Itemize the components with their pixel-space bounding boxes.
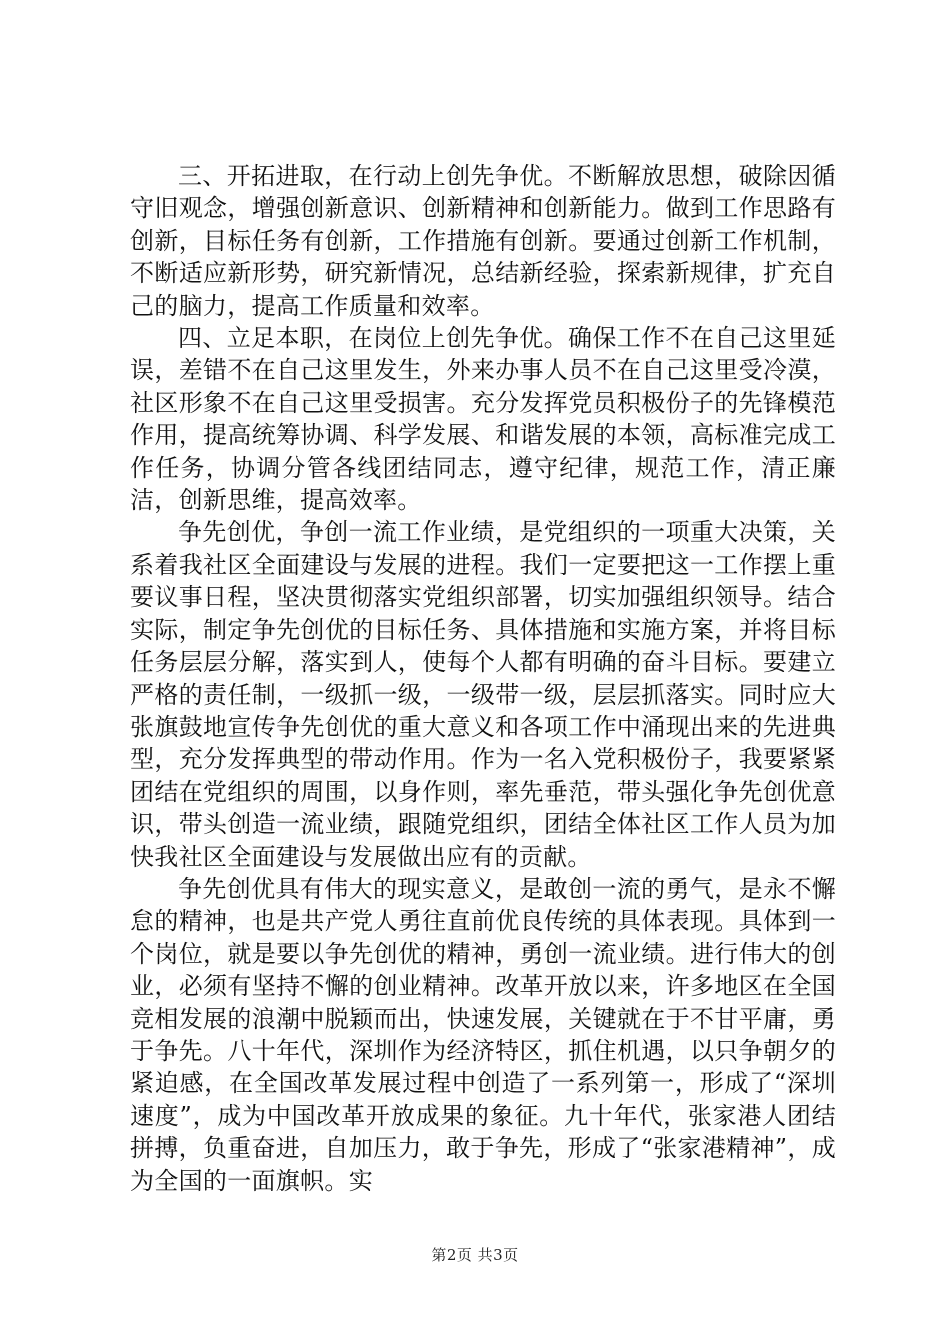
document-body: [130, 160, 836, 1197]
paragraph-significance: 争先创优具有伟大的现实意义，是敢创一流的勇气，是永不懈怠的精神，也是共产党人勇往直前优良传统的具体表现。具体到一个岗位，就是要以争先创优的精神，勇创一流业绩。进行伟大的创业，必须有坚持不懈的创业精神。改革开放以来，许多地区在全国竞相发展的浪潮中脱颖而出，快速发展，关键就在于不甘平庸，勇于争先。八十年代，深圳作为经济特区，抓住机遇，以只争朝夕的紧迫感，在全国改革发展过程中创造了一系列第一，形成了“深圳速度”，成为中国改革开放成果的象征。九十年代，张家港人团结拼搏，负重奋进，自加压力，敢于争先，形成了“张家港精神”，成为全国的一面旗帜。实: [130, 874, 836, 1195]
paragraph-duty: 四、立足本职，在岗位上创先争优。确保工作不在自己这里延误，差错不在自己这里发生，外来办事人员不在自己这里受冷漠，社区形象不在自己这里受损害。充分发挥党员积极份子的先锋模范作用，提高统筹协调、科学发展、和谐发展的本领，高标准完成工作任务，协调分管各线团结同志，遵守纪律，规范工作，清正廉洁，创新思维，提高效率。: [130, 324, 836, 515]
paragraph-innovation: 三、开拓进取，在行动上创先争优。不断解放思想，破除因循守旧观念，增强创新意识、创新精神和创新能力。做到工作思路有创新，目标任务有创新，工作措施有创新。要通过创新工作机制，不断适应新形势，研究新情况，总结新经验，探索新规律，扩充自己的脑力，提高工作质量和效率。: [130, 162, 836, 320]
page-number-footer: 第2页 共3页: [431, 1246, 519, 1264]
paragraph-excellence: 争先创优，争创一流工作业绩，是党组织的一项重大决策，关系着我社区全面建设与发展的进程。我们一定要把这一工作摆上重要议事日程，坚决贯彻落实党组织部署，切实加强组织领导。结合实际，制定争先创优的目标任务、具体措施和实施方案，并将目标任务层层分解，落实到人，使每个人都有明确的奋斗目标。要建立严格的责任制，一级抓一级，一级带一级，层层抓落实。同时应大张旗鼓地宣传争先创优的重大意义和各项工作中涌现出来的先进典型，充分发挥典型的带动作用。作为一名入党积极份子，我要紧紧团结在党组织的周围，以身作则，率先垂范，带头强化争先创优意识，带头创造一流业绩，跟随党组织，团结全体社区工作人员为加快我社区全面建设与发展做出应有的贡献。: [130, 518, 836, 871]
